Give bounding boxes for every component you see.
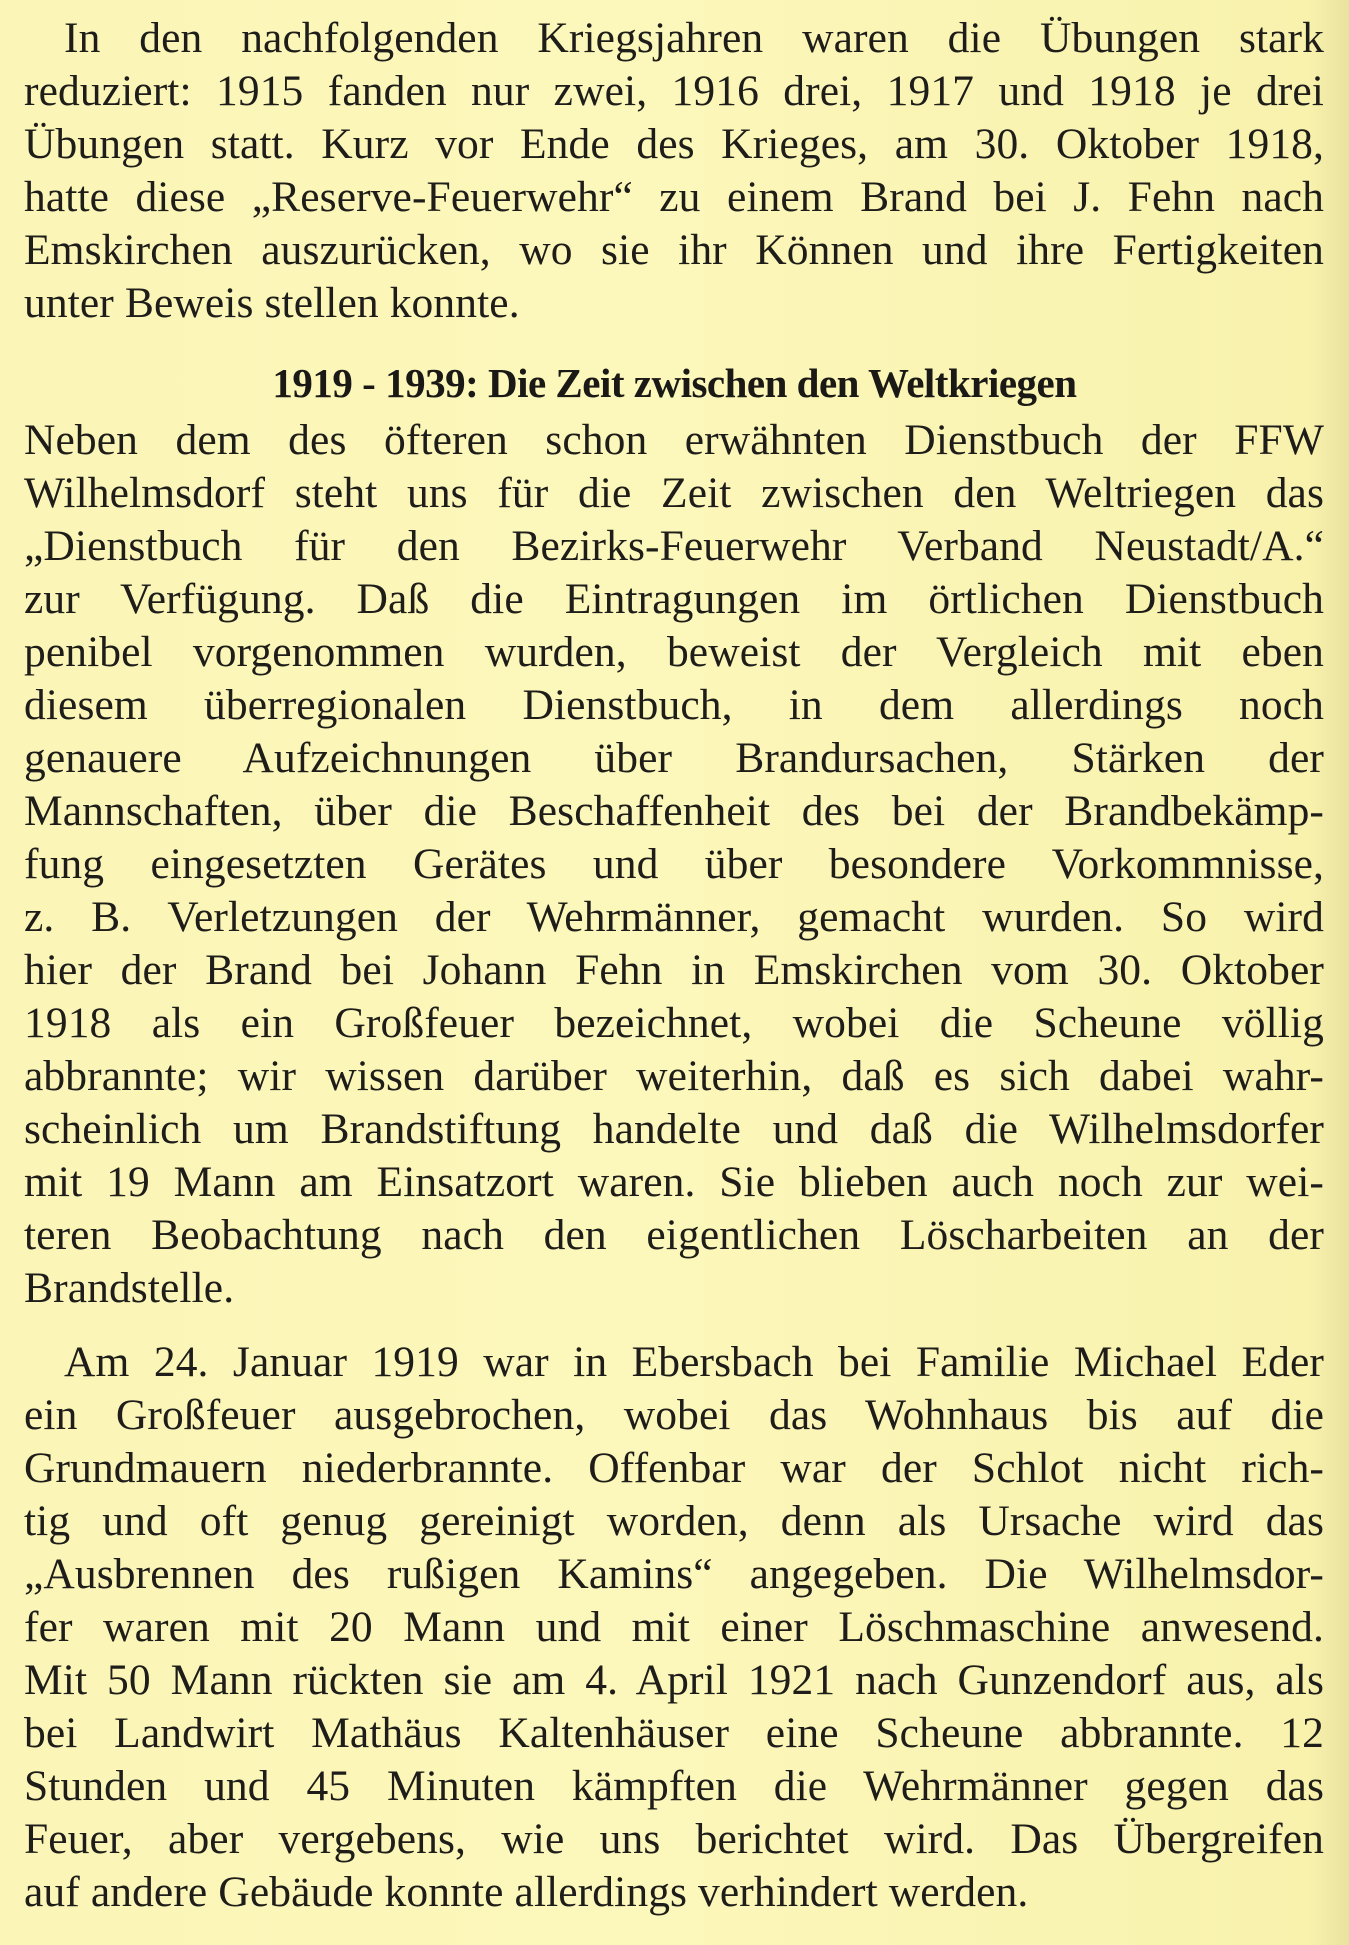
text-line: Wilhelmsdorf steht uns für die Zeit zwischen den Weltriegen das [24,469,1324,517]
text-line: Emskirchen auszurücken, wo sie ihr Können und ihre Fertigkeiten [24,226,1324,274]
text-line: scheinlich um Brandstiftung handelte und daß die Wilhelmsdorfer [24,1105,1324,1153]
paragraph-dienstbuch [24,414,1324,1315]
text-line: abbrannte; wir wissen darüber weiterhin, daß es sich dabei wahr- [24,1052,1324,1100]
text-line: fung eingesetzten Gerätes und über besondere Vorkommnisse, [24,840,1324,888]
paragraph-war-years [24,12,1324,330]
text-line: In den nachfolgenden Kriegsjahren waren die Übungen stark [64,14,1324,62]
text-line: hatte diese „Reserve-Feuerwehr“ zu einem Brand bei J. Fehn nach [24,173,1324,221]
section-heading: 1919 - 1939: Die Zeit zwischen den Weltkriegen [272,360,1077,406]
text-line: reduziert: 1915 fanden nur zwei, 1916 drei, 1917 und 1918 je drei [24,67,1324,115]
text-line: Mit 50 Mann rückten sie am 4. April 1921 nach Gunzendorf aus, als [24,1656,1324,1704]
text-line: z. B. Verletzungen der Wehrmänner, gemacht wurden. So wird [24,893,1324,941]
text-line: Übungen statt. Kurz vor Ende des Krieges, am 30. Oktober 1918, [24,120,1324,168]
text-line: bei Landwirt Mathäus Kaltenhäuser eine Scheune abbrannte. 12 [24,1709,1324,1757]
text-line: Mannschaften, über die Beschaffenheit des bei der Brandbekämp- [24,787,1324,835]
text-line: Brandstelle. [24,1264,235,1312]
text-line: „Ausbrennen des rußigen Kamins“ angegeben. Die Wilhelmsdor- [24,1550,1324,1598]
text-line: „Dienstbuch für den Bezirks-Feuerwehr Verband Neustadt/A.“ [24,522,1324,570]
text-line: ein Großfeuer ausgebrochen, wobei das Wohnhaus bis auf die [24,1391,1324,1439]
text-line: teren Beobachtung nach den eigentlichen Löscharbeiten an der [24,1211,1324,1259]
text-line: Feuer, aber vergebens, wie uns berichtet wird. Das Übergreifen [24,1815,1324,1863]
text-line: 1918 als ein Großfeuer bezeichnet, wobei die Scheune völlig [24,999,1324,1047]
text-line: diesem überregionalen Dienstbuch, in dem allerdings noch [24,681,1324,729]
text-line: Grundmauern niederbrannte. Offenbar war der Schlot nicht rich- [24,1444,1324,1492]
text-line: penibel vorgenommen wurden, beweist der Vergleich mit eben [24,628,1324,676]
text-line: fer waren mit 20 Mann und mit einer Löschmaschine anwesend. [24,1603,1324,1651]
paragraph-fires-1919-1921 [24,1336,1324,1919]
text-line: genauere Aufzeichnungen über Brandursachen, Stärken der [24,734,1324,782]
text-line: Am 24. Januar 1919 war in Ebersbach bei Familie Michael Eder [64,1338,1324,1386]
text-line: mit 19 Mann am Einsatzort waren. Sie blieben auch noch zur wei- [24,1158,1324,1206]
text-line: hier der Brand bei Johann Fehn in Emskirchen vom 30. Oktober [24,946,1324,994]
text-line: Stunden und 45 Minuten kämpften die Wehrmänner gegen das [24,1762,1324,1810]
text-line: tig und oft genug gereinigt worden, denn als Ursache wird das [24,1497,1324,1545]
text-line: zur Verfügung. Daß die Eintragungen im örtlichen Dienstbuch [24,575,1324,623]
text-line: auf andere Gebäude konnte allerdings verhindert werden. [24,1868,1029,1916]
text-line: Neben dem des öfteren schon erwähnten Dienstbuch der FFW [24,416,1324,464]
text-line: unter Beweis stellen konnte. [24,279,520,327]
